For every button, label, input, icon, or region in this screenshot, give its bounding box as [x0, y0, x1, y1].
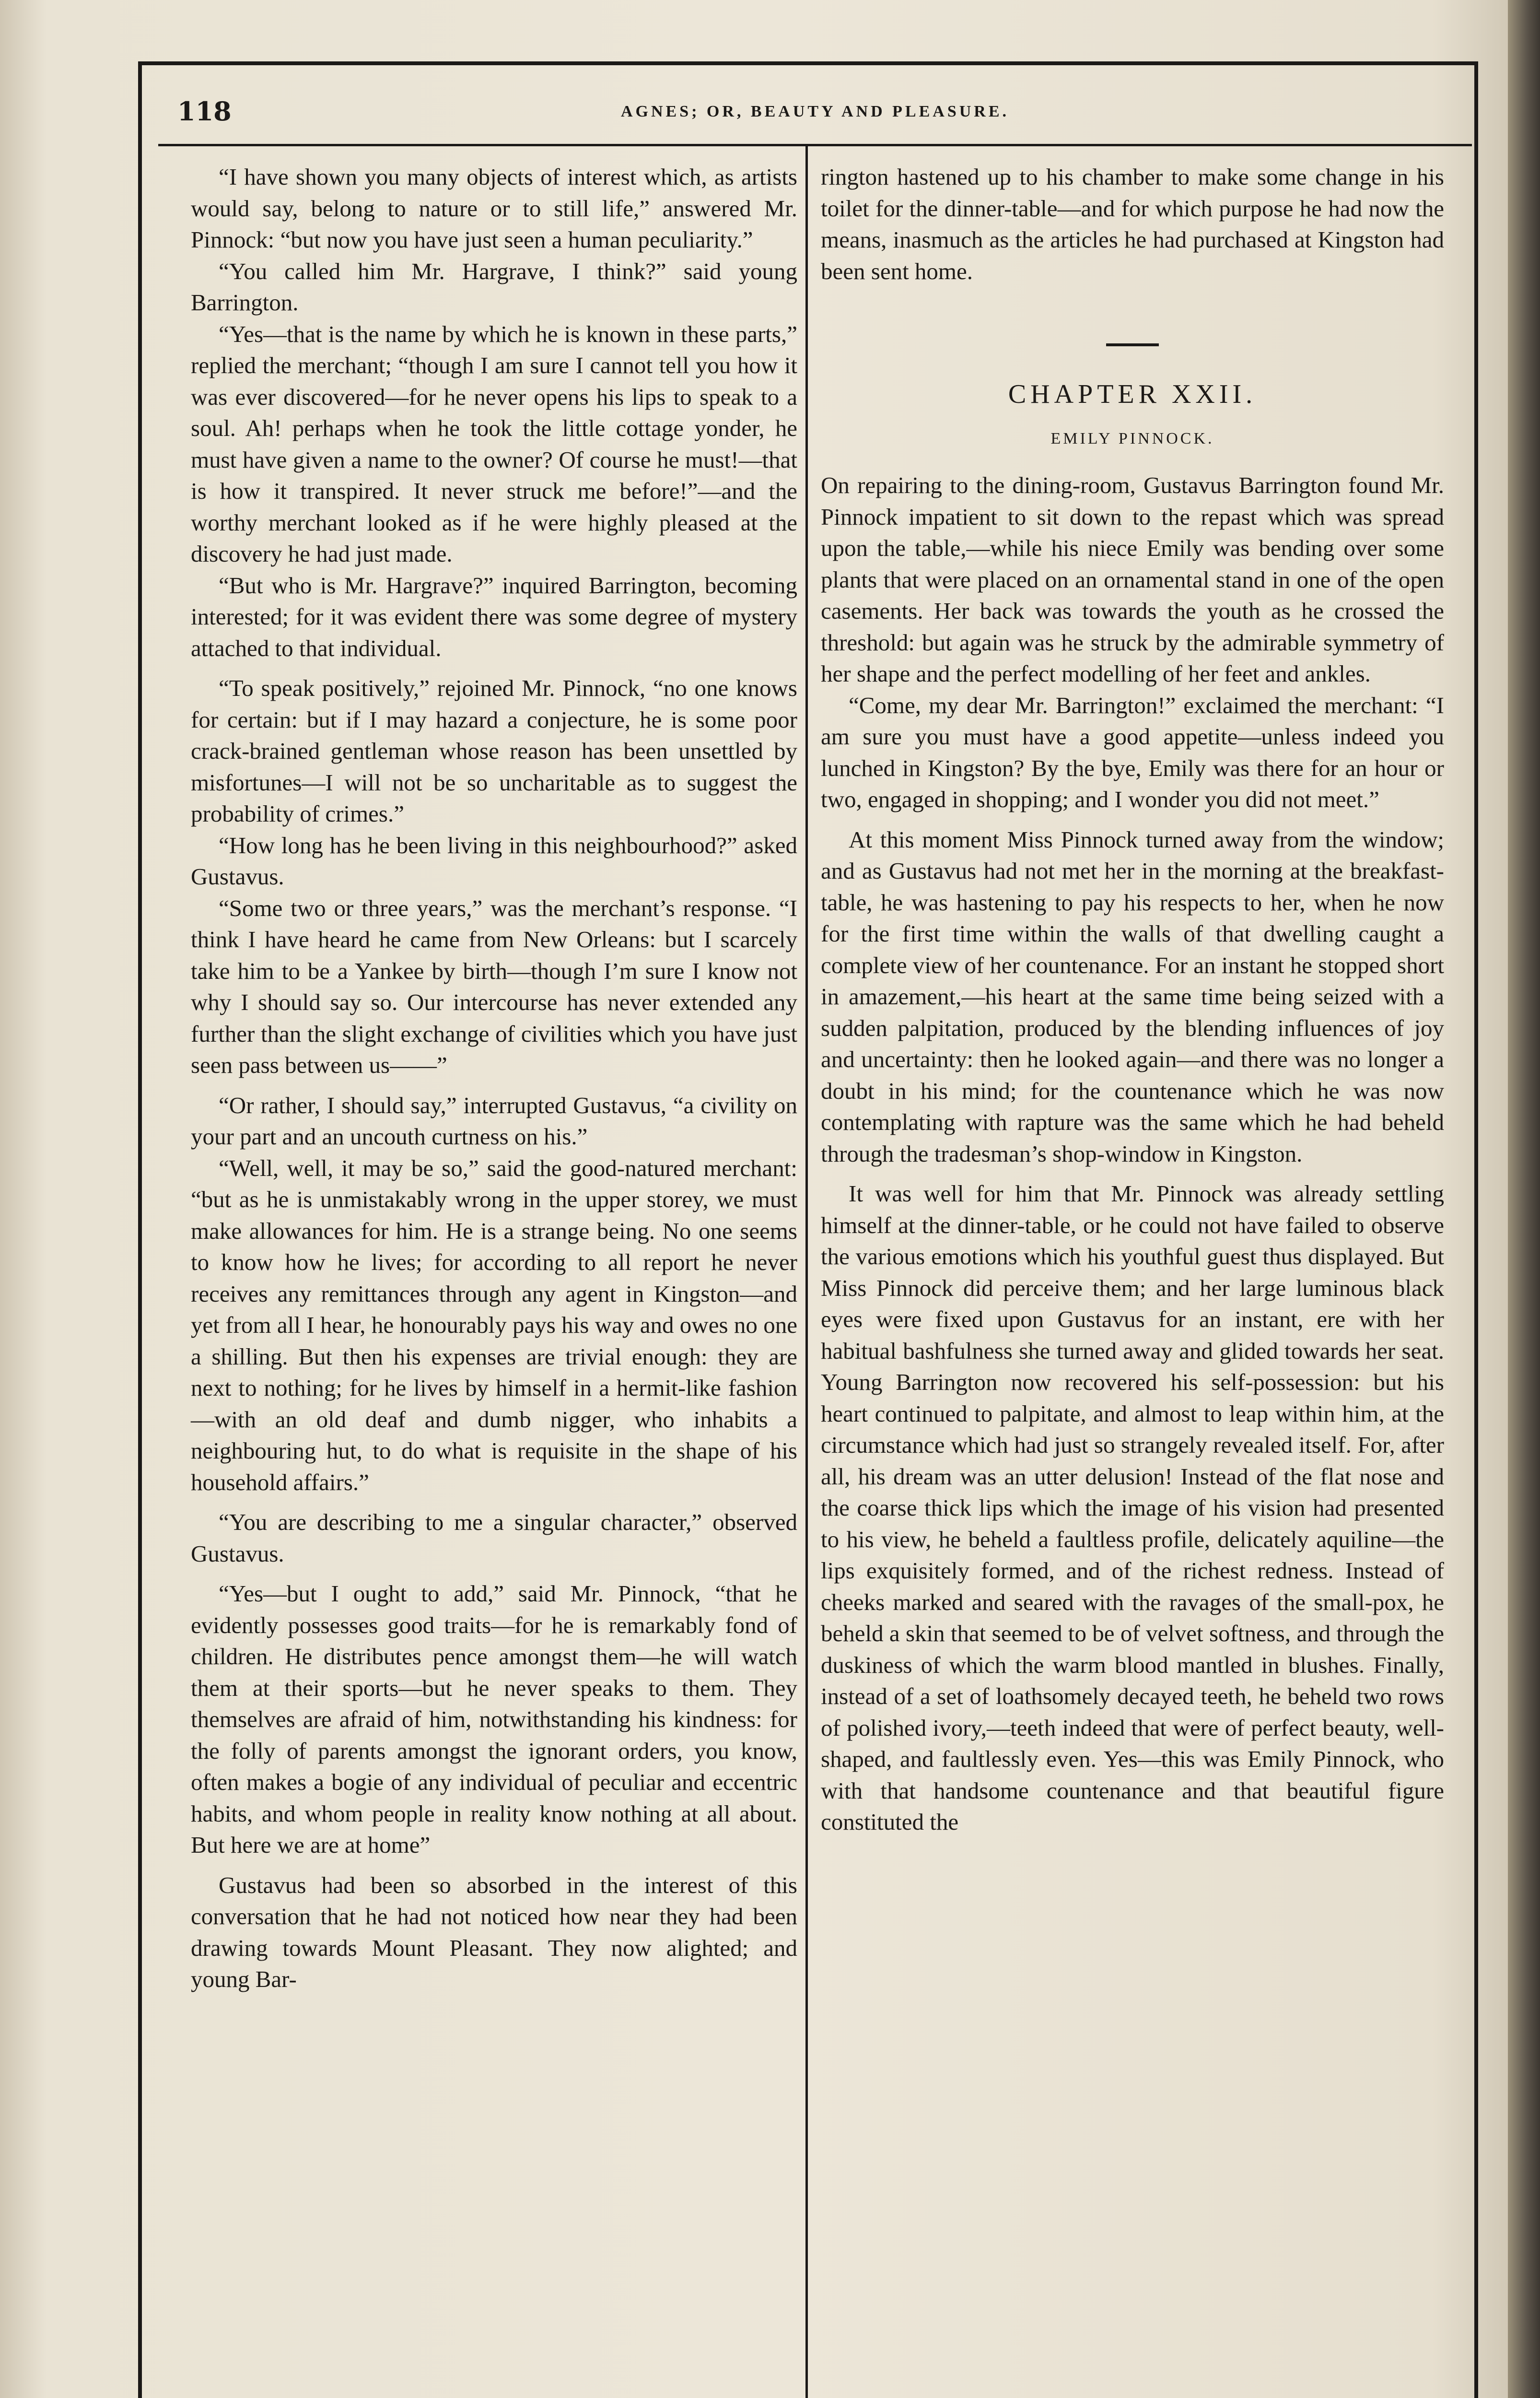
paragraph: “I have shown you many objects of interest which, as artists would say, belong to nature or to still life,” answered Mr. Pinnock: “but now you have just seen a human peculiarity.”	[191, 164, 797, 253]
paragraph: “You called him Mr. Hargrave, I think?” said young Barrington.	[191, 258, 797, 316]
running-head: AGNES; OR, BEAUTY AND PLEASURE.	[620, 103, 1010, 120]
page-number: 118	[177, 96, 232, 127]
paragraph-continued: rington hastened up to his chamber to make some change in his toilet for the dinner-table—and for which purpose he had now the means, inasmuch as the articles he had purchased at Kingston had been sent home.	[821, 164, 1444, 284]
column-divider	[805, 144, 808, 2398]
header-rule	[158, 144, 1472, 146]
paragraph: “But who is Mr. Hargrave?” inquired Barrington, becoming interested; for it was evident there was some degree of mystery attached to that individual.	[191, 572, 797, 661]
paragraph: At this moment Miss Pinnock turned away from the window; and as Gustavus had not met her in the morning at the breakfast-table, he was hastening to pay his respects to her, when he now for the first time within the walls of that dwelling caught a complete view of her countenance. For an instant he stopped short in amazement,—his heart at the same time being seized with a sudden palpitation, produced by the blending influences of joy and uncertainty: then he looked again—and there was no longer a doubt in his mind; for the countenance which he was now contemplating with rapture was the same which he had beheld through the tradesman’s shop-window in Kingston.	[821, 826, 1444, 1167]
paragraph: “You are describing to me a singular character,” observed Gustavus.	[191, 1509, 797, 1567]
paragraph: On repairing to the dining-room, Gustavus Barrington found Mr. Pinnock impatient to sit down to the repast which was spread upon the table,—while his niece Emily was bending over some plants that were placed on an ornamental stand in one of the open casements. Her back was towards the youth as he crossed the threshold: but again was he struck by the admirable symmetry of her shape and the perfect modelling of her feet and ankles.	[821, 472, 1444, 687]
paragraph: “Yes—but I ought to add,” said Mr. Pinnock, “that he evidently possesses good traits—for he is remarkably fond of children. He distributes pence amongst them—he will watch them at their sports—but he never speaks to them. They themselves are afraid of him, notwithstanding his kindness: for the folly of parents amongst the ignorant orders, you know, often makes a bogie of any individual of peculiar and eccentric habits, and whom people in reality know nothing at all about. But here we are at home”	[191, 1580, 797, 1858]
chapter-subheading: EMILY PINNOCK.	[1050, 429, 1214, 447]
paragraph: It was well for him that Mr. Pinnock was already settling himself at the dinner-table, or he could not have failed to observe the various emotions which his youthful guest thus displayed. But Miss Pinnock did perceive them; and her large luminous black eyes were fixed upon Gustavus for an instant, ere with her habitual bashfulness she turned away and glided towards her seat. Young Barrington now recovered his self-possession: but his heart continued to palpitate, and almost to leap within him, at the circumstance which had just so strangely revealed itself. For, after all, his dream was an utter delusion! Instead of the flat nose and the coarse thick lips which the image of his vision had presented to his view, he beheld a faultless profile, delicately aquiline—the lips exquisitely formed, and of the richest redness. Instead of cheeks marked and seared with the ravages of the small-pox, he beheld a skin that seemed to be of velvet softness, and through the duskiness of which the warm blood mantled in blushes. Finally, instead of a set of loathsomely decayed teeth, he beheld two rows of polished ivory,—teeth indeed that were of perfect beauty, well-shaped, and faultlessly even. Yes—this was Emily Pinnock, who with that handsome countenance and that beautiful figure constituted the	[821, 1180, 1444, 1835]
paragraph: “Come, my dear Mr. Barrington!” exclaimed the merchant: “I am sure you must have a good appetite—unless indeed you lunched in Kingston? By the bye, Emily was there for an hour or two, engaged in shopping; and I wonder you did not meet.”	[821, 692, 1444, 812]
paragraph: “How long has he been living in this neighbourhood?” asked Gustavus.	[191, 832, 797, 890]
chapter-heading: CHAPTER XXII.	[1008, 379, 1257, 409]
paragraph: “Well, well, it may be so,” said the good-natured merchant: “but as he is unmistakably wrong in the upper storey, we must make allowances for him. He is a strange being. No one seems to know how he lives; for according to all report he never receives any remittances through any agent in Kingston—and yet from all I hear, he honourably pays his way and owes no one a shilling. But then his expenses are trivial enough: they are next to nothing; for he lives by himself in a hermit-like fashion—with an old deaf and dumb nigger, who inhabits a neighbouring hut, to do what is requisite in the shape of his household affairs.”	[191, 1154, 797, 1495]
paragraph: “Some two or three years,” was the merchant’s response. “I think I have heard he came from New Orleans: but I scarcely take him to be a Yankee by birth—though I’m sure I know not why I should say so. Our intercourse has never extended any further than the slight exchange of civilities which you have just seen pass between us——”	[191, 894, 797, 1078]
paragraph: “To speak positively,” rejoined Mr. Pinnock, “no one knows for certain: but if I may hazard a conjecture, he is some poor crack-brained gentleman whose reason has been unsettled by misfortunes—I will not be so uncharitable as to suggest the probability of crimes.”	[191, 675, 797, 827]
section-rule	[1106, 343, 1159, 346]
left-column	[191, 153, 797, 1995]
paragraph: Gustavus had been so absorbed in the interest of this conversation that he had not noticed how near they had been drawing towards Mount Pleasant. They now alighted; and young Bar-	[191, 1871, 797, 1992]
right-column	[821, 153, 1444, 1838]
book-binding-edge	[1508, 0, 1540, 2398]
paragraph: “Yes—that is the name by which he is known in these parts,” replied the merchant; “though I am sure I cannot tell you how it was ever discovered—for he never opens his lips to speak to a soul. Ah! perhaps when he took the little cottage yonder, he must have given a name to the owner? Of course he must!—that is how it transpired. It never struck me before!”—and the worthy merchant looked as if he were highly pleased at the discovery he had just made.	[191, 320, 797, 567]
paragraph: “Or rather, I should say,” interrupted Gustavus, “a civility on your part and an uncouth curtness on his.”	[191, 1092, 797, 1150]
page-header	[177, 96, 1453, 139]
